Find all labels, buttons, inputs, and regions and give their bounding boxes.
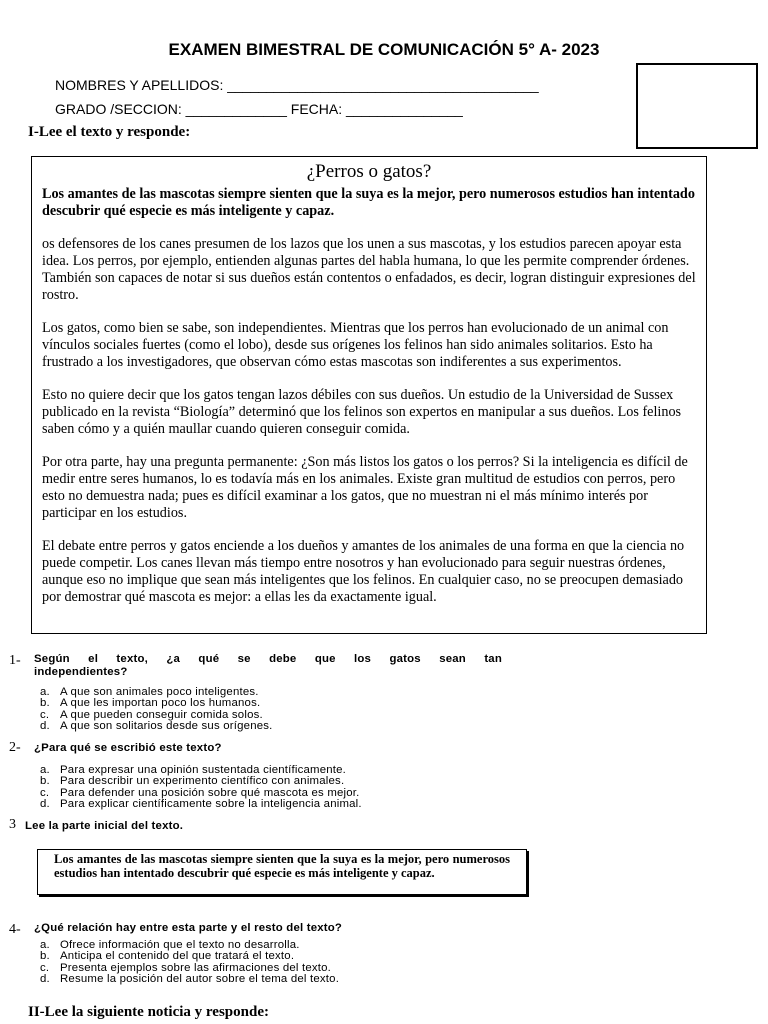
question-number: 4- [9, 922, 21, 937]
option-item[interactable]: c. A que pueden conseguir comida solos. [40, 708, 263, 721]
option-item[interactable]: a. Para expresar una opinión sustentada científicamente. [40, 764, 347, 776]
option-item[interactable]: a. Ofrece información que el texto no desarrolla. [40, 939, 300, 951]
option-item[interactable]: a. A que son animales poco inteligentes. [40, 686, 259, 698]
grade-date-field-line: GRADO /SECCION: _____________ FECHA: _______________ [55, 101, 463, 117]
photo-box [636, 63, 758, 149]
option-item[interactable]: d. A que son solitarios desde sus orígenes. [40, 720, 273, 733]
option-item[interactable]: b. Para describir un experimento científico con animales. [40, 775, 345, 788]
option-item[interactable]: b. A que les importan poco los humanos. [40, 697, 261, 710]
question-1-options [40, 687, 273, 733]
name-field-line: NOMBRES Y APELLIDOS: ________________________________________ [55, 77, 539, 93]
reading-lead: Los amantes de las mascotas siempre sienten que la suya es la mejor, pero numerosos estudios han intentado descubrir qué especie es más inteligente y capaz. [42, 186, 695, 219]
question-number: 3 [9, 817, 16, 832]
reading-paragraph: os defensores de los canes presumen de los lazos que los unen a sus mascotas, y los estudios parecen apoyar esta idea. Los perros, por ejemplo, entienden algunas partes del habla humana, lo que les permite comprender órdenes. También son capaces de notar si sus dueños están contentos o enfadados, es decir, logran distinguir expresiones del rostro. [42, 236, 696, 303]
option-item[interactable]: d. Resume la posición del autor sobre el tema del texto. [40, 973, 340, 986]
quoted-excerpt-box: Los amantes de las mascotas siempre sienten que la suya es la mejor, pero numerosos estudios han intentado descubrir qué especie es más inteligente y capaz. [37, 849, 527, 895]
option-item[interactable]: c. Para defender una posición sobre qué mascota es mejor. [40, 786, 360, 799]
section-2-heading: II-Lee la siguiente noticia y responde: [28, 1004, 269, 1020]
reading-paragraph: Esto no quiere decir que los gatos tengan lazos débiles con sus dueños. Un estudio de la Universidad de Sussex publicado en la revista “Biología” determinó que los felinos son expertos en manipular a sus dueños. Los felinos saben cómo y a quién maullar cuando quieren conseguir comida. [42, 387, 682, 437]
option-item[interactable]: c. Presenta ejemplos sobre las afirmaciones del texto. [40, 961, 332, 974]
question-4-text: ¿Qué relación hay entre esta parte y el resto del texto? [34, 922, 343, 934]
reading-paragraph: Los gatos, como bien se sabe, son independientes. Mientras que los perros han evolucionado de un animal con vínculos sociales fuertes (como el lobo), desde sus orígenes los felinos han sido animales solitarios. Esto ha frustrado a los investigadores, que observan cómo estas mascotas son indiferentes a sus experimentos. [42, 320, 669, 370]
question-1-text: Según el texto, ¿a qué se debe que los gatos sean tan independientes? [34, 653, 502, 678]
question-3-text: Lee la parte inicial del texto. [25, 820, 184, 832]
reading-paragraph: El debate entre perros y gatos enciende a los dueños y amantes de los animales de una forma en que la ciencia no puede competir. Los canes llevan más tiempo entre nosotros y han evolucionado para seguir nuestras órdenes, aunque eso no implique que sean más inteligentes que los felinos. En cualquier caso, no se preocupen demasiado por demostrar qué mascota es mejor: a ellas les da exactamente igual. [42, 538, 685, 605]
option-item[interactable]: d. Para explicar científicamente sobre la inteligencia animal. [40, 798, 362, 811]
question-number: 1- [9, 653, 21, 668]
question-number: 2- [9, 740, 21, 755]
question-4-options [40, 940, 339, 986]
reading-paragraph: Por otra parte, hay una pregunta permanente: ¿Son más listos los gatos o los perros? Si la inteligencia es difícil de medir entre seres humanos, lo es todavía más en los animales. Existe gran multitud de estudios con perros, pero esto no demuestra nada; pues es difícil examinar a los gatos, que no muestran ni el más mínimo interés por participar en los estudios. [42, 454, 688, 521]
reading-passage-box [31, 156, 707, 634]
reading-title: ¿Perros o gatos? [306, 161, 432, 182]
section-1-heading: I-Lee el texto y responde: [28, 124, 191, 140]
question-2-options [40, 765, 362, 811]
option-item[interactable]: b. Anticipa el contenido del que tratará el texto. [40, 950, 295, 963]
question-2-text: ¿Para qué se escribió este texto? [34, 742, 222, 754]
exam-title: EXAMEN BIMESTRAL DE COMUNICACIÓN 5° A- 2023 [168, 40, 600, 59]
